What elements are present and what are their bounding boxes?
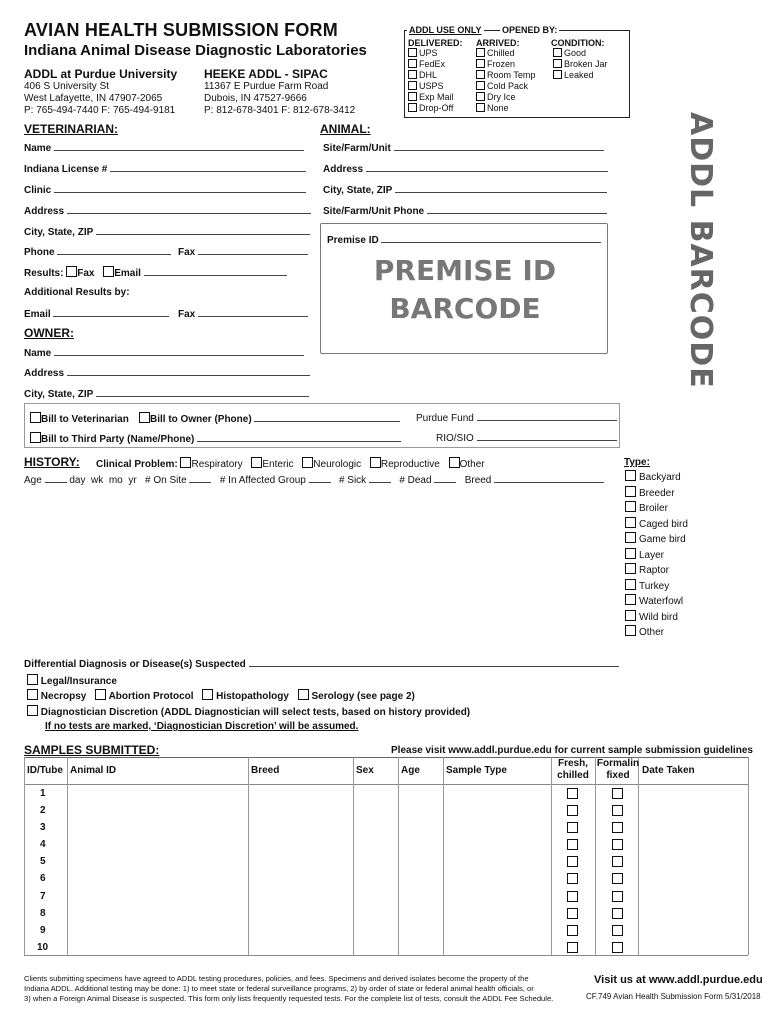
premise-id-barcode-label: PREMISE ID BARCODE	[373, 254, 557, 325]
fresh-chilled-checkbox[interactable]	[567, 822, 578, 833]
lab2-address1: 11367 E Purdue Farm Road	[204, 81, 329, 92]
table-row: 4	[24, 836, 748, 853]
col-formalin-fixed: Formalin fixed	[596, 758, 640, 781]
arrived-label: ARRIVED:	[476, 38, 520, 48]
delivered-option[interactable]: USPS	[408, 81, 454, 92]
guidelines-note: Please visit www.addl.purdue.edu for current sample submission guidelines	[391, 745, 753, 756]
arrived-option[interactable]: Chilled	[476, 48, 535, 59]
checkbox[interactable]	[625, 501, 636, 512]
checkbox[interactable]	[553, 48, 562, 57]
condition-label: CONDITION:	[551, 38, 605, 48]
checkbox[interactable]	[625, 470, 636, 481]
respiratory-checkbox[interactable]	[180, 457, 191, 468]
lab1-address2: West Lafayette, IN 47907-2065	[24, 93, 163, 104]
checkbox[interactable]	[625, 532, 636, 543]
checkbox[interactable]	[553, 70, 562, 79]
vet-phone-field[interactable]: Phone	[24, 246, 171, 258]
delivered-option[interactable]: DHL	[408, 70, 454, 81]
col-sample-type: Sample Type	[446, 765, 507, 776]
table-row: 6	[24, 870, 748, 887]
delivered-option[interactable]: Exp Mail	[408, 92, 454, 103]
checkbox[interactable]	[30, 432, 41, 443]
owner-city-field[interactable]: City, State, ZIP	[24, 388, 309, 400]
fresh-chilled-checkbox[interactable]	[567, 788, 578, 799]
col-date-taken: Date Taken	[642, 765, 695, 776]
bill-third-party-option[interactable]: Bill to Third Party (Name/Phone)	[30, 432, 401, 445]
table-row: 3	[24, 819, 748, 836]
type-option[interactable]: Broiler	[625, 501, 688, 517]
arrived-option[interactable]: Dry Ice	[476, 92, 535, 103]
animal-site-field[interactable]: Site/Farm/Unit	[323, 142, 604, 154]
footer-visit: Visit us at www.addl.purdue.edu	[594, 974, 763, 986]
col-fresh-chilled: Fresh, chilled	[557, 758, 589, 781]
table-row: 5	[24, 853, 748, 870]
animal-city-field[interactable]: City, State, ZIP	[323, 184, 607, 196]
lab2-phone: P: 812-678-3401 F: 812-678-3412	[204, 105, 356, 116]
table-row: 1	[24, 785, 748, 802]
checkbox[interactable]	[27, 674, 38, 685]
purdue-fund-field[interactable]: Purdue Fund	[416, 412, 617, 424]
condition-option[interactable]: Broken Jar	[553, 59, 608, 70]
checkbox[interactable]	[625, 486, 636, 497]
footer-disclaimer: Clients submitting specimens have agreed to ADDL testing procedures, policies, and fees. Specimens and derived isolates become the property of the Indiana ADDL. Additional testing may be done: 1) to meet state or federal surveillance programs, 2) by order of state or federal animal health officials, or 3) when a Foreign Animal Disease is suspected. This form only lists frequently requested tests. For the complete list of tests, consult the ADDL Fee Schedule.	[24, 974, 554, 1003]
formalin-fixed-checkbox[interactable]	[612, 942, 623, 953]
addl-barcode-label: ADDL BARCODE	[683, 112, 718, 389]
animal-phone-field[interactable]: Site/Farm/Unit Phone	[323, 205, 607, 217]
clinical-problem-row: Clinical Problem: Respiratory Enteric Neurologic Reproductive Other	[96, 459, 485, 470]
formalin-fixed-checkbox[interactable]	[612, 925, 623, 936]
veterinarian-heading: VETERINARIAN:	[24, 122, 119, 136]
checkbox[interactable]	[625, 579, 636, 590]
condition-option[interactable]: Good	[553, 48, 608, 59]
checkbox[interactable]	[476, 103, 485, 112]
col-id-tube: ID/Tube	[27, 765, 63, 776]
reproductive-checkbox[interactable]	[370, 457, 381, 468]
type-option[interactable]: Layer	[625, 548, 688, 564]
bill-vet-option[interactable]: Bill to Veterinarian	[30, 412, 129, 425]
fresh-chilled-checkbox[interactable]	[567, 891, 578, 902]
checkbox[interactable]	[476, 81, 485, 90]
necropsy-checkbox[interactable]	[27, 689, 38, 700]
col-age: Age	[401, 765, 420, 776]
checkbox[interactable]	[476, 70, 485, 79]
owner-name-field[interactable]: Name	[24, 347, 304, 359]
formalin-fixed-checkbox[interactable]	[612, 839, 623, 850]
col-animal-id: Animal ID	[70, 765, 117, 776]
samples-heading: SAMPLES SUBMITTED:	[24, 743, 160, 757]
vet-clinic-field[interactable]: Clinic	[24, 184, 306, 196]
footer-form-id: CF.749 Avian Health Submission Form 5/31/2018	[586, 992, 761, 1001]
vet-address-field[interactable]: Address	[24, 205, 311, 217]
checkbox[interactable]	[625, 548, 636, 559]
formalin-fixed-checkbox[interactable]	[612, 873, 623, 884]
lab2-address2: Dubois, IN 47527-9666	[204, 93, 307, 104]
opened-by-label: OPENED BY:	[502, 25, 558, 35]
checkbox[interactable]	[408, 59, 417, 68]
form-subtitle: Indiana Animal Disease Diagnostic Laboratories	[24, 42, 367, 59]
animal-heading: ANIMAL:	[320, 122, 371, 136]
checkbox[interactable]	[476, 59, 485, 68]
type-option[interactable]: Caged bird	[625, 517, 688, 533]
delivered-option[interactable]: UPS	[408, 48, 454, 59]
col-sex: Sex	[356, 765, 374, 776]
formalin-fixed-checkbox[interactable]	[612, 822, 623, 833]
fresh-chilled-checkbox[interactable]	[567, 873, 578, 884]
table-row: 8	[24, 905, 748, 922]
bill-owner-option[interactable]: Bill to Owner (Phone)	[139, 412, 400, 425]
fresh-chilled-checkbox[interactable]	[567, 856, 578, 867]
history-heading: HISTORY:	[24, 455, 80, 469]
vet-results-field: Results: Fax Email	[24, 266, 287, 279]
results-fax-checkbox[interactable]	[66, 266, 77, 277]
checkbox[interactable]	[408, 92, 417, 101]
vet-fax-field[interactable]: Fax	[178, 246, 308, 258]
delivered-option[interactable]: Drop-Off	[408, 103, 454, 114]
delivered-option[interactable]: FedEx	[408, 59, 454, 70]
formalin-fixed-checkbox[interactable]	[612, 891, 623, 902]
type-option[interactable]: Wild bird	[625, 610, 688, 626]
formalin-fixed-checkbox[interactable]	[612, 908, 623, 919]
vet-additional-results-field: Additional Results by:	[24, 287, 130, 298]
arrived-option[interactable]: Room Temp	[476, 70, 535, 81]
other-problem-checkbox[interactable]	[449, 457, 460, 468]
vet-license-field[interactable]: Indiana License #	[24, 163, 306, 175]
lab1-address1: 406 S University St	[24, 81, 110, 92]
serology-checkbox[interactable]	[298, 689, 309, 700]
type-option[interactable]: Raptor	[625, 563, 688, 579]
table-row: 9	[24, 922, 748, 939]
arrived-option[interactable]: Frozen	[476, 59, 535, 70]
checkbox[interactable]	[553, 59, 562, 68]
arrived-option[interactable]: None	[476, 103, 535, 114]
neurologic-checkbox[interactable]	[302, 457, 313, 468]
vet-city-field[interactable]: City, State, ZIP	[24, 226, 310, 238]
results-email-checkbox[interactable]	[103, 266, 114, 277]
type-option[interactable]: Other	[625, 625, 688, 641]
lab1-phone: P: 765-494-7440 F: 765-494-9181	[24, 105, 176, 116]
condition-list	[553, 48, 608, 81]
checkbox[interactable]	[408, 48, 417, 57]
type-list	[625, 470, 688, 641]
table-row: 2	[24, 802, 748, 819]
type-option[interactable]: Waterfowl	[625, 594, 688, 610]
checkbox[interactable]	[408, 81, 417, 90]
animal-address-field[interactable]: Address	[323, 163, 608, 175]
formalin-fixed-checkbox[interactable]	[612, 856, 623, 867]
condition-option[interactable]: Leaked	[553, 70, 608, 81]
fresh-chilled-checkbox[interactable]	[567, 908, 578, 919]
form-title: AVIAN HEALTH SUBMISSION FORM	[24, 20, 338, 40]
checkbox[interactable]	[625, 594, 636, 605]
arrived-list	[476, 48, 535, 114]
checkbox[interactable]	[139, 412, 150, 423]
owner-heading: OWNER:	[24, 326, 74, 340]
tests-row: Necropsy Abortion Protocol Histopathology Serology (see page 2)	[27, 689, 415, 702]
checkbox[interactable]	[476, 92, 485, 101]
addl-use-only-title: ADDL USE ONLY	[409, 25, 482, 35]
type-option[interactable]: Turkey	[625, 579, 688, 595]
abortion-protocol-checkbox[interactable]	[95, 689, 106, 700]
type-option[interactable]: Breeder	[625, 486, 688, 502]
fresh-chilled-checkbox[interactable]	[567, 805, 578, 816]
checkbox[interactable]	[625, 610, 636, 621]
fresh-chilled-checkbox[interactable]	[567, 942, 578, 953]
col-breed: Breed	[251, 765, 280, 776]
legal-insurance-option[interactable]: Legal/Insurance	[27, 674, 117, 687]
checkbox[interactable]	[408, 70, 417, 79]
samples-rows	[24, 785, 748, 956]
table-row: 10	[24, 939, 748, 956]
checkbox[interactable]	[27, 705, 38, 716]
table-row: 7	[24, 888, 748, 905]
formalin-fixed-checkbox[interactable]	[612, 788, 623, 799]
histopathology-checkbox[interactable]	[202, 689, 213, 700]
no-tests-note: If no tests are marked, ‘Diagnostician Discretion’ will be assumed.	[45, 721, 359, 732]
fresh-chilled-checkbox[interactable]	[567, 925, 578, 936]
type-heading: Type:	[624, 457, 650, 468]
rio-sio-field[interactable]: RIO/SIO	[436, 432, 617, 444]
checkbox[interactable]	[625, 625, 636, 636]
lab1-name: ADDL at Purdue University	[24, 67, 178, 81]
diagnostician-discretion-option[interactable]: Diagnostician Discretion (ADDL Diagnostician will select tests, based on history provided)	[27, 705, 470, 718]
type-option[interactable]: Backyard	[625, 470, 688, 486]
vet-name-field[interactable]: Name	[24, 142, 304, 154]
differential-diagnosis-field[interactable]: Differential Diagnosis or Disease(s) Suspected	[24, 658, 619, 670]
type-option[interactable]: Game bird	[625, 532, 688, 548]
checkbox[interactable]	[30, 412, 41, 423]
fresh-chilled-checkbox[interactable]	[567, 839, 578, 850]
history-stats-row: Age day wk mo yr # On Site # In Affected Group # Sick # Dead Breed	[24, 474, 604, 486]
delivered-list	[408, 48, 454, 114]
lab2-name: HEEKE ADDL - SIPAC	[204, 67, 328, 81]
vet-fax2-field[interactable]: Fax	[178, 308, 308, 320]
delivered-label: DELIVERED:	[408, 38, 463, 48]
owner-address-field[interactable]: Address	[24, 367, 310, 379]
checkbox[interactable]	[408, 103, 417, 112]
checkbox[interactable]	[625, 563, 636, 574]
formalin-fixed-checkbox[interactable]	[612, 805, 623, 816]
vet-email-field[interactable]: Email	[24, 308, 169, 320]
premise-id-field[interactable]: Premise ID	[327, 234, 601, 246]
checkbox[interactable]	[476, 48, 485, 57]
checkbox[interactable]	[625, 517, 636, 528]
enteric-checkbox[interactable]	[251, 457, 262, 468]
arrived-option[interactable]: Cold Pack	[476, 81, 535, 92]
